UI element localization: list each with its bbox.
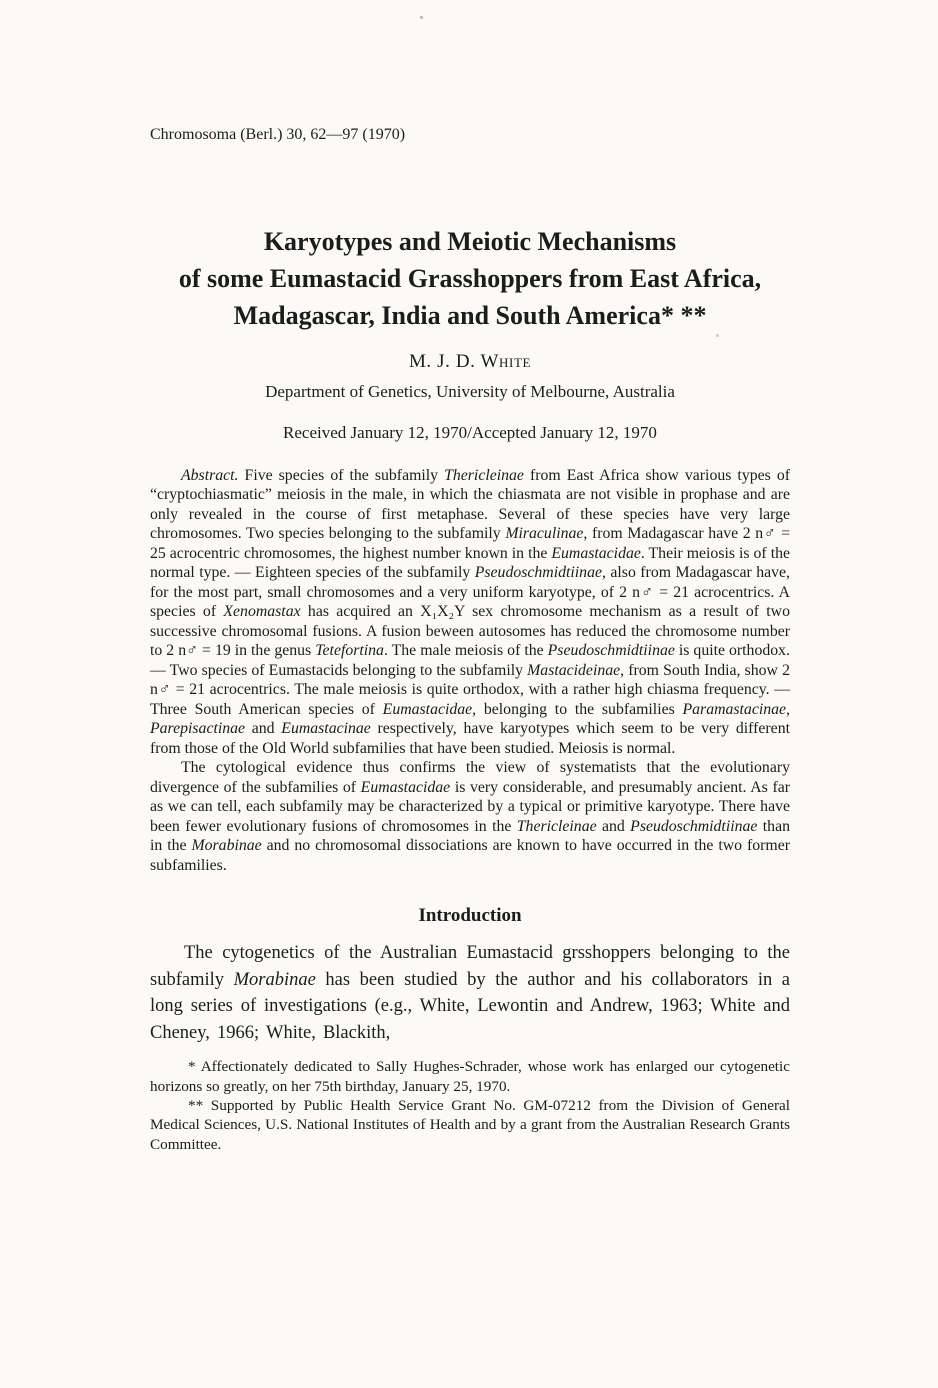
footnote-1: * Affectionately dedicated to Sally Hughes-Schrader, whose work has enlarged our cytogenetic horizons so greatly, on her 75th birthday, January 25, 1970.: [150, 1058, 790, 1095]
journal-header: Chromosoma (Berl.) 30, 62—97 (1970): [150, 126, 406, 143]
abstract-paragraph-2: The cytological evidence thus confirms the view of systematists that the evolutionary divergence of the subfamilies of Eumastacidae is very considerable, and presumably ancient. As far as we can tell, each subfamily may be characterized by a typical or primitive karyotype. There have been fewer evolutionary fusions of chromosomes in the Thericleinae and Pseudoschmidtiinae than in the Morabinae and no chromosomal dissociations are known to have occurred in the two former subfamilies.: [150, 759, 790, 874]
author-name: M. J. D. White: [408, 350, 532, 372]
paper-title: [150, 224, 790, 335]
scan-artifact: [420, 16, 423, 19]
title-line: of some Eumastacid Grasshoppers from East Africa,: [178, 263, 762, 293]
title-line: Karyotypes and Meiotic Mechanisms: [263, 227, 677, 256]
received-line: Received January 12, 1970/Accepted January 12, 1970: [283, 422, 657, 442]
affiliation: Department of Genetics, University of Melbourne, Australia: [265, 381, 675, 401]
abstract-paragraph-1: Abstract. Five species of the subfamily Thericleinae from East Africa show various types of “cryptochiasmatic” meiosis in the male, in which the chiasmata are not visible in prophase and are only revealed in the course of first metaphase. Several of these species have very large chromosomes. Two species belonging to the subfamily Miraculinae, from Madagascar have 2 n♂ = 25 acrocentric chromosomes, the highest number known in the Eumastacidae. Their meiosis is of the normal type. — Eighteen species of the subfamily Pseudoschmidtiinae, also from Madagascar have, for the most part, small chromosomes and a very uniform karyotype, of 2 n♂ = 21 acrocentrics. A species of Xenomastax has acquired an X₁X₂Y sex chromosome mechanism as a result of two successive chromosomal fusions. A fusion beween autosomes has reduced the chromosome number to 2 n♂ = 19 in the genus Tetefortina. The male meiosis of the Pseudoschmidtiinae is quite orthodox. — Two species of Eumastacids belonging to the subfamily Mastacideinae, from South India, show 2 n♂ = 21 acrocentrics. The male meiosis is quite orthodox, with a rather high chiasma frequency. — Three South American species of Eumastacidae, belonging to the subfamilies Paramastacinae, Parepisactinae and Eumastacinae respectively, have karyotypes which seem to be very different from those of the Old World subfamilies that have been studied. Meiosis is normal.: [150, 466, 790, 757]
section-heading-introduction: Introduction: [418, 905, 522, 927]
footnote-2: ** Supported by Public Health Service Grant No. GM-07212 from the Division of General Medical Sciences, U.S. National Institutes of Health and by a grant from the Australian Research Grants Committee.: [150, 1097, 790, 1153]
footnotes: [150, 1057, 790, 1154]
scan-artifact: [716, 334, 719, 337]
introduction-paragraph: The cytogenetics of the Australian Eumastacid grsshoppers belonging to the subfamily Morabinae has been studied by the author and his collaborators in a long series of investigations (e.g., White, Lewontin and Andrew, 1963; White and Cheney, 1966; White, Blackith,: [150, 943, 790, 1043]
title-line: Madagascar, India and South America* **: [233, 300, 707, 330]
